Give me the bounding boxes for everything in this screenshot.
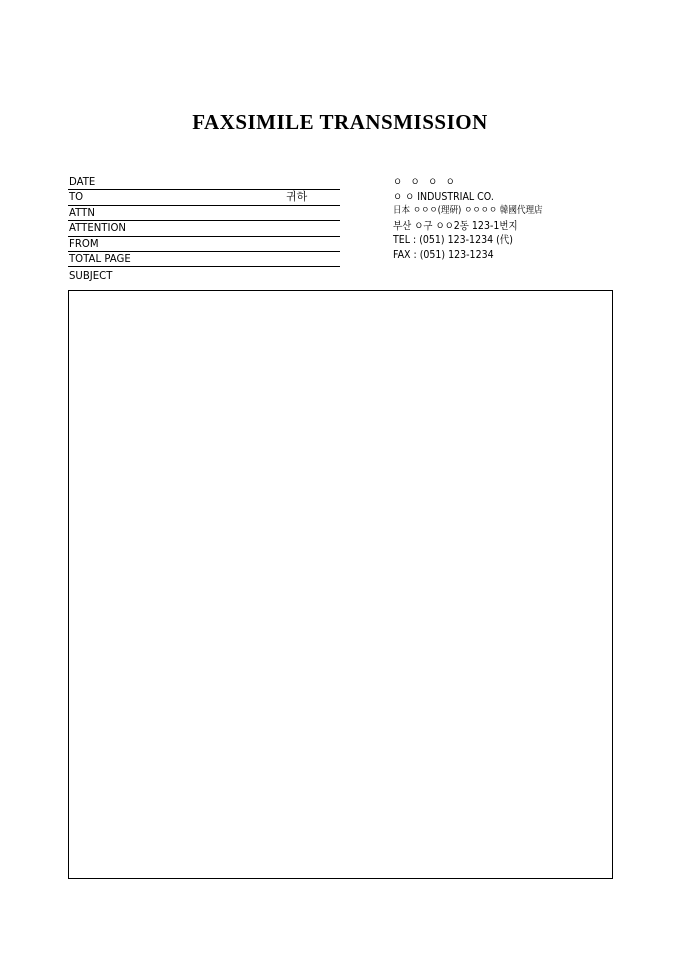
date-row[interactable]: [68, 175, 340, 190]
attention-row[interactable]: [68, 221, 340, 236]
date-label: DATE: [69, 175, 96, 188]
company-info: [393, 175, 643, 262]
fax-header-form: [68, 175, 340, 267]
company-address: 부산 ㅇ구 ㅇㅇ2동 123-1번지: [393, 219, 518, 232]
to-label: TO: [69, 190, 84, 204]
to-row[interactable]: [68, 190, 340, 205]
from-row[interactable]: [68, 237, 340, 252]
total-page-row[interactable]: [68, 252, 340, 267]
total-page-label: TOTAL PAGE: [69, 251, 131, 265]
from-label: FROM: [69, 236, 99, 250]
attn-label: ATTN: [69, 205, 95, 219]
company-english-name: ㅇ ㅇ INDUSTRIAL CO.: [393, 190, 494, 203]
subject-label: SUBJECT: [69, 269, 113, 282]
message-body-area[interactable]: [68, 290, 613, 879]
to-honorific: 귀하: [286, 190, 308, 204]
company-japan-agency: 日本 ㅇㅇㅇ(理硏) ㅇㅇㅇㅇ 韓國代理店: [393, 205, 543, 216]
company-tel: TEL : (051) 123-1234 (代): [393, 234, 513, 246]
document-title: FAXSIMILE TRANSMISSION: [192, 110, 488, 134]
company-fax: FAX : (051) 123-1234: [393, 248, 494, 261]
attn-row[interactable]: [68, 206, 340, 221]
company-name-placeholder: ㅇ ㅇ ㅇ ㅇ: [393, 176, 458, 188]
attention-label: ATTENTION: [69, 221, 126, 235]
